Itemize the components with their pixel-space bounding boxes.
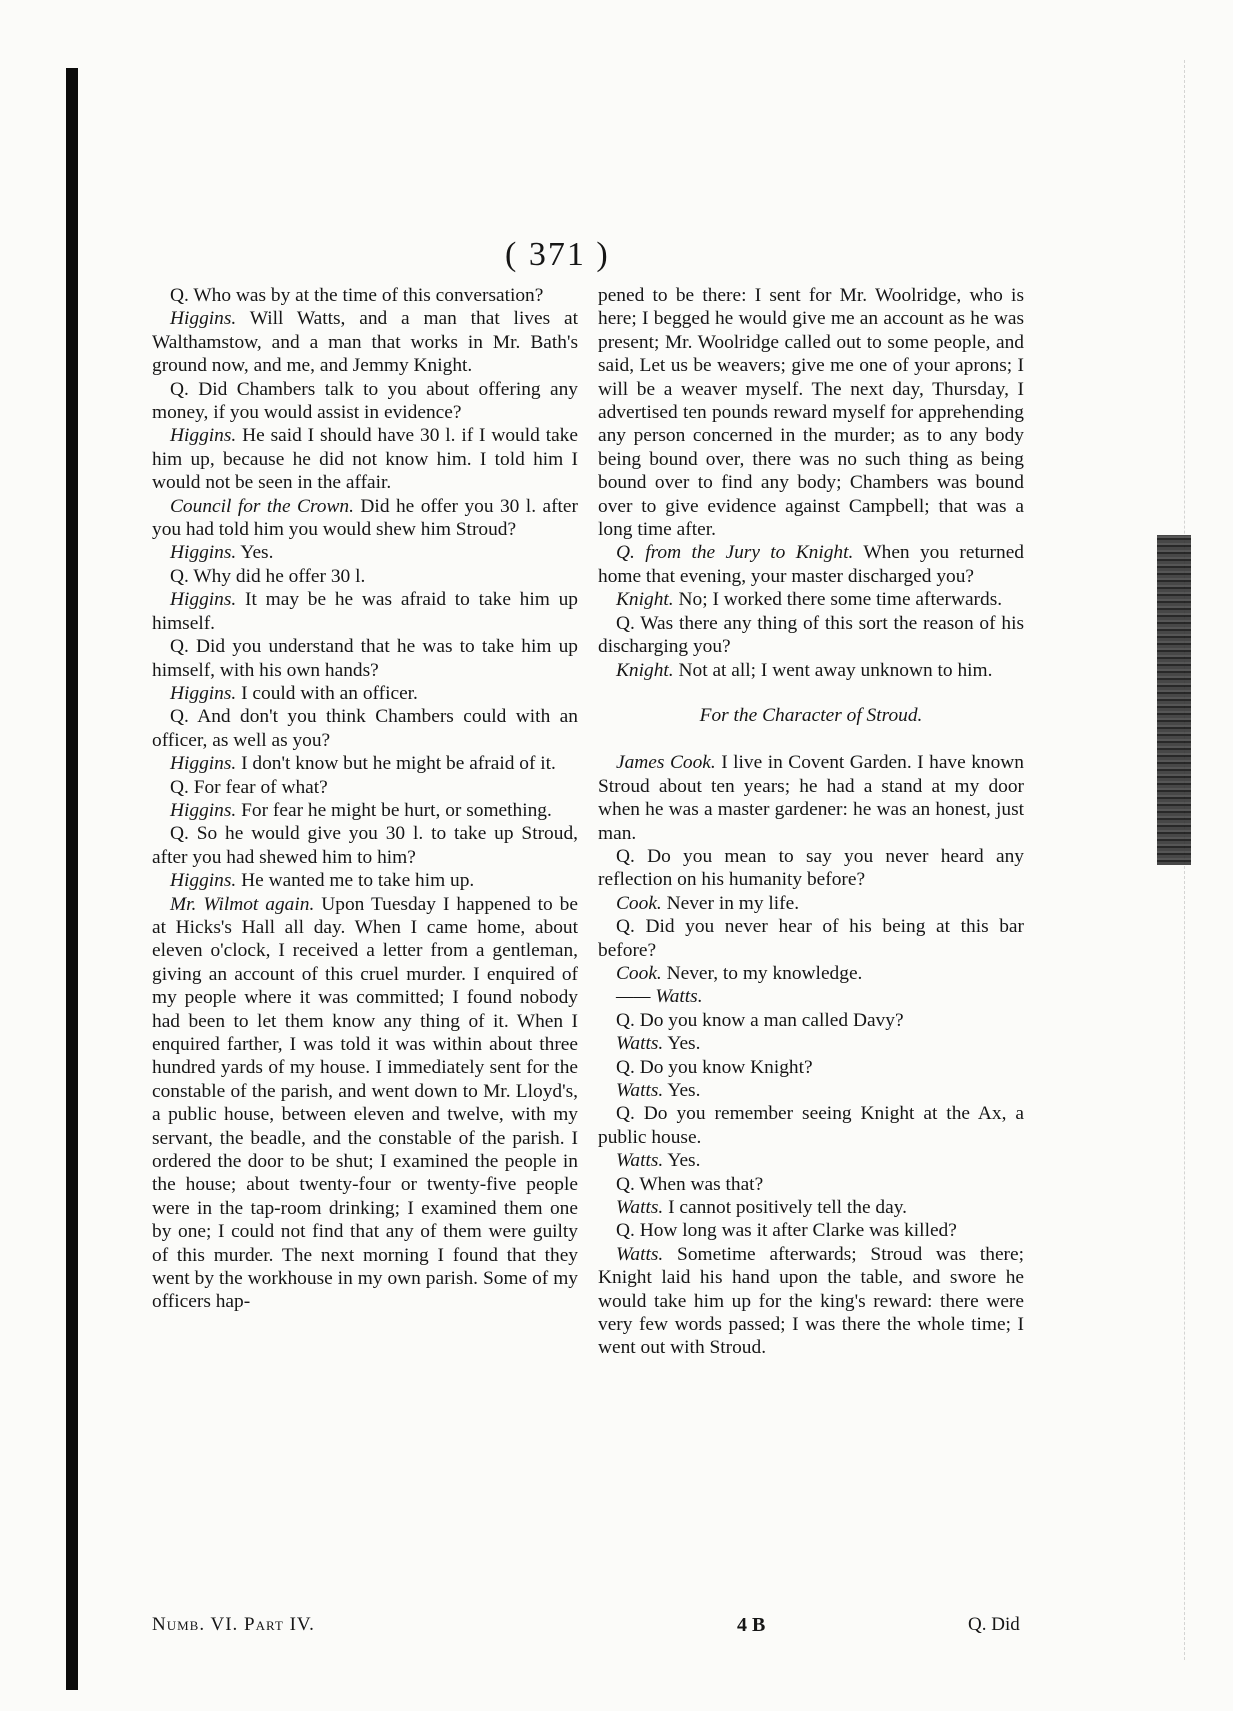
paragraph (598, 892, 1024, 915)
speaker-name: Higgins. (170, 682, 237, 704)
footer-number-part: Numb. VI. Part IV. (152, 1614, 315, 1635)
bleed-through-block (1157, 535, 1191, 865)
paragraph (598, 915, 1024, 962)
speaker-name: Watts. (616, 1150, 664, 1172)
page-number: ( 371 ) (505, 236, 610, 273)
paragraph (152, 776, 578, 799)
right-column (598, 284, 1024, 1360)
paragraph-text: Will Watts, and a man that lives at Walthamstow, and a man that works in Mr. Bath's ground now, and me, and Jemmy Knight. (152, 308, 578, 377)
paragraph (152, 869, 578, 892)
paragraph-text: pened to be there: I sent for Mr. Woolridge, who is here; I begged he would give me an account as he was present; Mr. Woolridge called out to some people, and said, Let us be weavers; give me one of your aprons; I will be a weaver myself. The next day, Thursday, I advertised ten pounds reward myself for apprehending any person concerned in the murder; as to any body being bound over, there was no such thing as being bound over to find any body; Chambers was bound over to give evidence against Campbell; that was a long time after. (598, 285, 1024, 541)
paragraph (152, 893, 578, 1314)
paragraph (152, 588, 578, 635)
paragraph (152, 799, 578, 822)
paragraph (598, 1056, 1024, 1079)
paragraph-text: Q. Do you remember seeing Knight at the Ax, a public house. (598, 1103, 1024, 1148)
paragraph-text: Never, to my knowledge. (661, 962, 863, 984)
catchword: Q. Did (968, 1614, 1020, 1635)
paragraph (152, 822, 578, 869)
paragraph (152, 682, 578, 705)
speaker-name: Cook. (616, 962, 662, 984)
speaker-name: Watts. (616, 1243, 664, 1265)
paragraph (598, 659, 1024, 682)
speaker-name: Higgins. (170, 589, 237, 611)
paragraph (598, 1196, 1024, 1219)
speaker-name: Watts. (616, 1033, 664, 1055)
paragraph (152, 752, 578, 775)
paragraph-text: Q. So he would give you 30 l. to take up Stroud, after you had shewed him to him? (152, 823, 578, 868)
speaker-name: Higgins. (170, 799, 237, 821)
paragraph (598, 1009, 1024, 1032)
paragraph-text: I could with an officer. (236, 682, 418, 704)
speaker-name: James Cook. (616, 752, 716, 774)
paragraph-text: I don't know but he might be afraid of it. (236, 753, 556, 775)
paragraph-text: Q. Why did he offer 30 l. (170, 565, 366, 587)
paragraph (152, 284, 578, 307)
paragraph-text: Sometime afterwards; Stroud was there; Knight laid his hand upon the table, and swore he would take him up for the king's reward: there were very few words passed; I was there the whole time; I went out with Stroud. (598, 1243, 1024, 1359)
paragraph-text: When you returned home that evening, your master discharged you? (598, 542, 1024, 587)
speaker-name: Watts. (616, 1080, 664, 1101)
paragraph (152, 565, 578, 588)
paragraph-text: Did he offer you 30 l. after you had told him you would shew him Stroud? (152, 495, 579, 541)
paragraph (598, 751, 1024, 845)
paragraph (598, 845, 1024, 892)
paragraph (152, 378, 578, 425)
paragraph-text: Q. Was there any thing of this sort the reason of his discharging you? (598, 612, 1024, 658)
paragraph (598, 1219, 1024, 1242)
speaker-name: Watts. (616, 1197, 664, 1219)
paragraph-text: Q. Do you know Knight? (616, 1056, 813, 1078)
paragraph-text: Yes. (663, 1150, 701, 1172)
paragraph-text: He said I should have 30 l. if I would take him up, because he did not know him. I told him I would not be seen in the affair. (152, 425, 578, 494)
paragraph (598, 612, 1024, 659)
paragraph-text: Q. Did you understand that he was to take him up himself, with his own hands? (152, 636, 578, 681)
paragraph (598, 541, 1024, 588)
paragraph-text: Q. Did Chambers talk to you about offering any money, if you would assist in evidence? (152, 378, 578, 424)
paragraph-text: Q. How long was it after Clarke was killed? (616, 1220, 957, 1242)
paragraph-text: Upon Tuesday I happened to be at Hicks's Hall all day. When I came home, about eleven o'clock, I received a letter from a gentleman, giving an account of this cruel murder. I enquired of my people where it was committed; I found nobody had been to let them know any thing of it. When I enquired farther, I was told it was within about three hundred yards of my house. I immediately sent for the constable of the parish, and went down to Mr. Lloyd's, a public house, between eleven and twelve, with my servant, the beadle, and the constable of the parish. I ordered the door to be shut; I examined the people in the house; about twenty-four or twenty-five people were in the tap-room drinking; I examined them one by one; I could not find that any of them were guilty of this murder. The next morning I found that they went by the workhouse in my own parish. Some of my officers hap- (152, 893, 578, 1313)
paragraph-text: Q. And don't you think Chambers could with an officer, as well as you? (152, 706, 578, 751)
speaker-name: Cook. (616, 892, 662, 914)
paragraph (152, 424, 578, 494)
speaker-name: —— Watts. (616, 986, 703, 1008)
speaker-name: Higgins. (170, 425, 237, 447)
speaker-name: Knight. (616, 659, 674, 681)
speaker-name: Higgins. (170, 542, 237, 564)
speaker-name: Council for the Crown. (170, 495, 354, 517)
section-heading: For the Character of Stroud. (699, 704, 923, 726)
paragraph-text: Yes. (236, 542, 274, 564)
paragraph-text: I live in Covent Garden. I have known Stroud about ten years; he had a stand at my door when he was a master gardener: he was an honest, just man. (598, 752, 1024, 844)
paragraph (152, 495, 578, 542)
paragraph-text: Q. Do you know a man called Davy? (616, 1009, 904, 1031)
binding-shadow (66, 68, 78, 1690)
paragraph-text: No; I worked there some time afterwards. (673, 589, 1003, 611)
paragraph-text: Q. Who was by at the time of this conversation? (170, 285, 544, 306)
paragraph (152, 635, 578, 682)
paragraph (152, 705, 578, 752)
speaker-name: Higgins. (170, 753, 237, 775)
paragraph (598, 1032, 1024, 1055)
paragraph (598, 985, 1024, 1008)
paragraph-text: Q. When was that? (616, 1173, 764, 1195)
speaker-name: Mr. Wilmot again. (170, 893, 315, 915)
paragraph (598, 284, 1024, 541)
paragraph (598, 1173, 1024, 1196)
paragraph (598, 962, 1024, 985)
signature-mark: 4 B (737, 1614, 766, 1636)
paragraph-text: Q. Do you mean to say you never heard any reflection on his humanity before? (598, 845, 1024, 891)
paragraph (152, 307, 578, 377)
speaker-name: Higgins. (170, 870, 237, 892)
paragraph-text: He wanted me to take him up. (236, 870, 475, 892)
paragraph (598, 1102, 1024, 1149)
paragraph-text: It may be he was afraid to take him up himself. (152, 589, 578, 634)
paragraph-text: I cannot positively tell the day. (663, 1197, 908, 1219)
paragraph-text: Yes. (663, 1033, 701, 1055)
paragraph-text: Not at all; I went away unknown to him. (673, 659, 993, 681)
paragraph (152, 541, 578, 564)
left-column (152, 284, 578, 1314)
paragraph-text: Q. Did you never hear of his being at this bar before? (598, 916, 1024, 961)
paragraph-text: Never in my life. (661, 892, 800, 914)
speaker-name: Knight. (616, 589, 674, 611)
paragraph-text: For fear he might be hurt, or something. (236, 799, 552, 821)
paragraph-text: Q. For fear of what? (170, 776, 328, 798)
paragraph (598, 588, 1024, 611)
speaker-name: Higgins. (170, 308, 237, 330)
paragraph-text: Yes. (663, 1080, 701, 1101)
paragraph (598, 1243, 1024, 1360)
speaker-name: Q. from the Jury to Knight. (616, 542, 854, 564)
paragraph (598, 1149, 1024, 1172)
paragraph (598, 1079, 1024, 1102)
